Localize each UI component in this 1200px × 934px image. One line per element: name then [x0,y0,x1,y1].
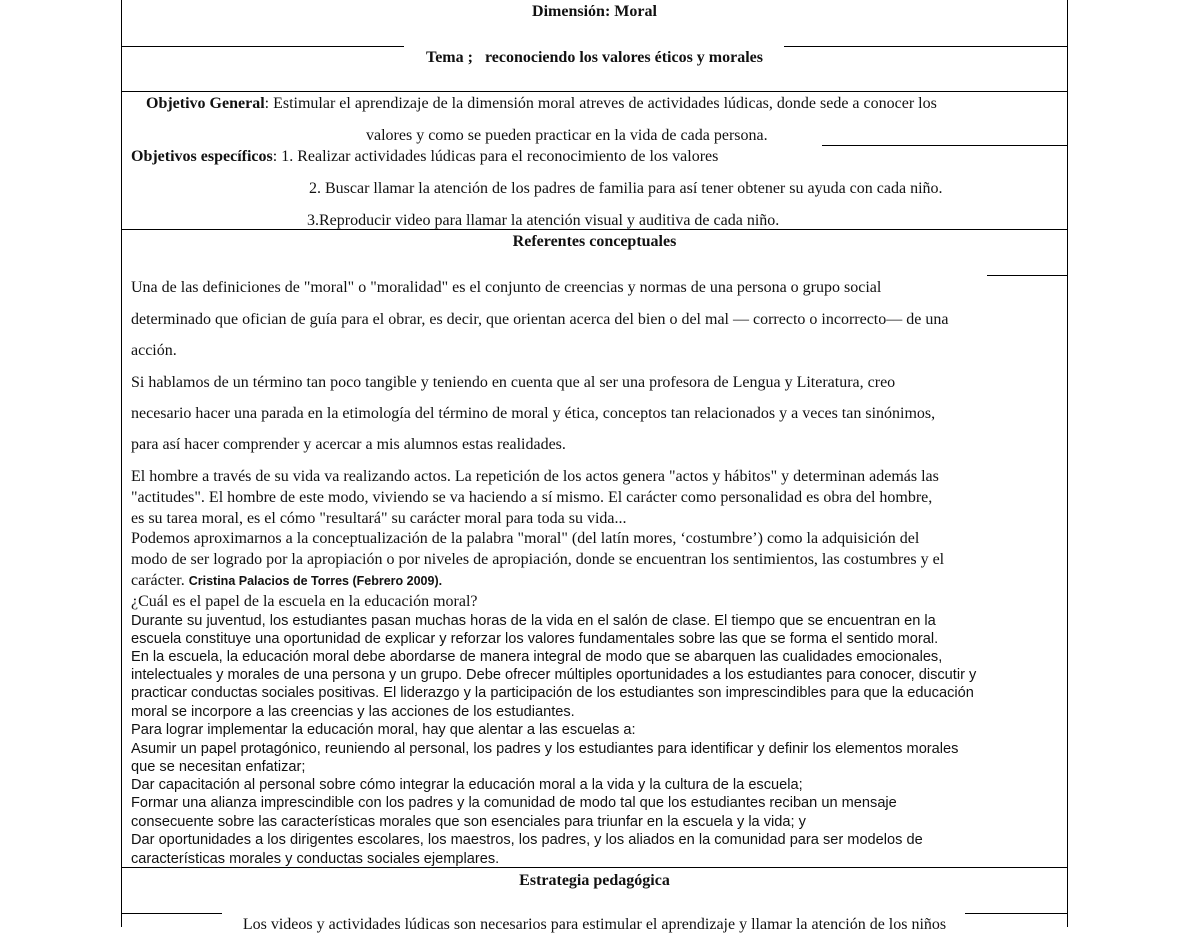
text-line: Dar capacitación al personal sobre cómo integrar la educación moral a la vida y la cultura de la escuela; [131,777,803,793]
objetivo-general [146,95,937,113]
text-line: Podemos aproximarnos a la conceptualización de la palabra "moral" (del latín mores, ‘costumbre’) como la adquisición del [131,530,920,547]
divider [122,46,404,47]
divider [822,145,1067,146]
text-line: Formar una alianza imprescindible con los padres y la comunidad de modo tal que los estudiantes reciban un mensaje [131,795,897,811]
objetivo-especifico-1: : 1. Realizar actividades lúdicas para el reconocimiento de los valores [272,148,719,165]
objetivos-especificos-label: Objetivos específicos [131,148,273,165]
text-line: acción. [131,342,177,359]
text-line: determinado que ofician de guía para el obrar, es decir, que orientan acerca del bien o del mal — correcto o incorrecto— de una [131,311,949,328]
text-line: El hombre a través de su vida va realizando actos. La repetición de los actos genera "actos y hábitos" y determinan además las [131,468,939,485]
text-line: consecuente sobre las características morales que son esenciales para triunfar en la escuela y la vida; y [131,814,806,830]
referentes-title: Referentes conceptuales [512,233,677,250]
text-line: características morales y conductas sociales ejemplares. [131,851,500,867]
estrategia-text: Los videos y actividades lúdicas son necesarios para estimular el aprendizaje y llamar la atención de los niños [242,916,947,933]
text-line: Dar oportunidades a los dirigentes escolares, los maestros, los padres, y los aliados en la comunidad para ser modelos de [131,832,923,848]
text-line: modo de ser logrado por la apropiación o por niveles de apropiación, donde se encuentran los sentimientos, las costumbres y el [131,551,945,568]
divider [784,46,1067,47]
divider [122,913,222,914]
document-page [121,0,1068,933]
text-line: Una de las definiciones de "moral" o "moralidad" es el conjunto de creencias y normas de una persona o grupo social [131,279,882,296]
text-fragment: carácter. [131,572,185,589]
text-line: necesario hacer una parada en la etimología del término de moral y ética, conceptos tan relacionados y a veces tan sinónimos, [131,405,936,422]
citation-line [131,572,442,590]
objetivo-especifico-3: 3.Reproducir video para llamar la atención visual y auditiva de cada niño. [307,212,780,229]
text-line: En la escuela, la educación moral debe abordarse de manera integral de modo que se abarquen las cualidades emocionales, [131,649,943,665]
tema-heading [122,49,1067,67]
dimension-heading [122,3,1067,21]
dimension-label: Dimensión: [532,3,611,20]
text-line: Si hablamos de un término tan poco tangible y teniendo en cuenta que al ser una profesora de Lengua y Literatura, creo [131,374,896,391]
objetivos-especificos [131,148,718,166]
text-line: para así hacer comprender y acercar a mis alumnos estas realidades. [131,436,566,453]
text-line: practicar conductas sociales positivas. El liderazgo y la participación de los estudiantes son imprescindibles para que la educación [131,685,974,701]
divider [122,229,1067,230]
objetivo-general-text: : Estimular el aprendizaje de la dimensión moral atreves de actividades lúdicas, donde sede a conocer los [264,95,937,112]
divider [122,91,1067,92]
dimension-value: Moral [614,3,657,20]
text-line: intelectuales y morales de una persona y un grupo. Debe ofrecer múltiples oportunidades a los estudiantes para conocer, discutir y [131,667,977,683]
divider [122,867,1067,868]
question-line: ¿Cuál es el papel de la escuela en la educación moral? [131,593,478,610]
text-line: escuela constituye una oportunidad de explicar y reforzar los valores fundamentales sobre las que se forma el sentido moral. [131,631,939,647]
text-line: es su tarea moral, es el cómo "resultará" su carácter moral para toda su vida... [131,510,627,527]
text-line: moral se incorpore a las creencias y las acciones de los estudiantes. [131,704,575,720]
divider [965,913,1067,914]
text-line: que se necesitan enfatizar; [131,759,306,775]
tema-value: reconociendo los valores éticos y morales [484,49,763,66]
estrategia-title: Estrategia pedagógica [519,872,670,889]
text-line: "actitudes". El hombre de este modo, viviendo se va haciendo a sí mismo. El carácter como personalidad es obra del hombre, [131,489,933,506]
tema-label: Tema ; [426,49,473,66]
text-line: Durante su juventud, los estudiantes pasan muchas horas de la vida en el salón de clase. El tiempo que se encuentran en la [131,613,936,629]
divider [987,275,1067,276]
objetivo-general-label: Objetivo General [146,95,265,112]
text-line: Para lograr implementar la educación moral, hay que alentar a las escuelas a: [131,722,636,738]
citation: Cristina Palacios de Torres (Febrero 2009). [188,574,443,588]
text-line: Asumir un papel protagónico, reuniendo al personal, los padres y los estudiantes para identificar y definir los elementos morales [131,741,959,757]
objetivo-general-line2: valores y como se pueden practicar en la vida de cada persona. [366,127,768,144]
objetivo-especifico-2: 2. Buscar llamar la atención de los padres de familia para así tener obtener su ayuda con cada niño. [309,180,943,197]
